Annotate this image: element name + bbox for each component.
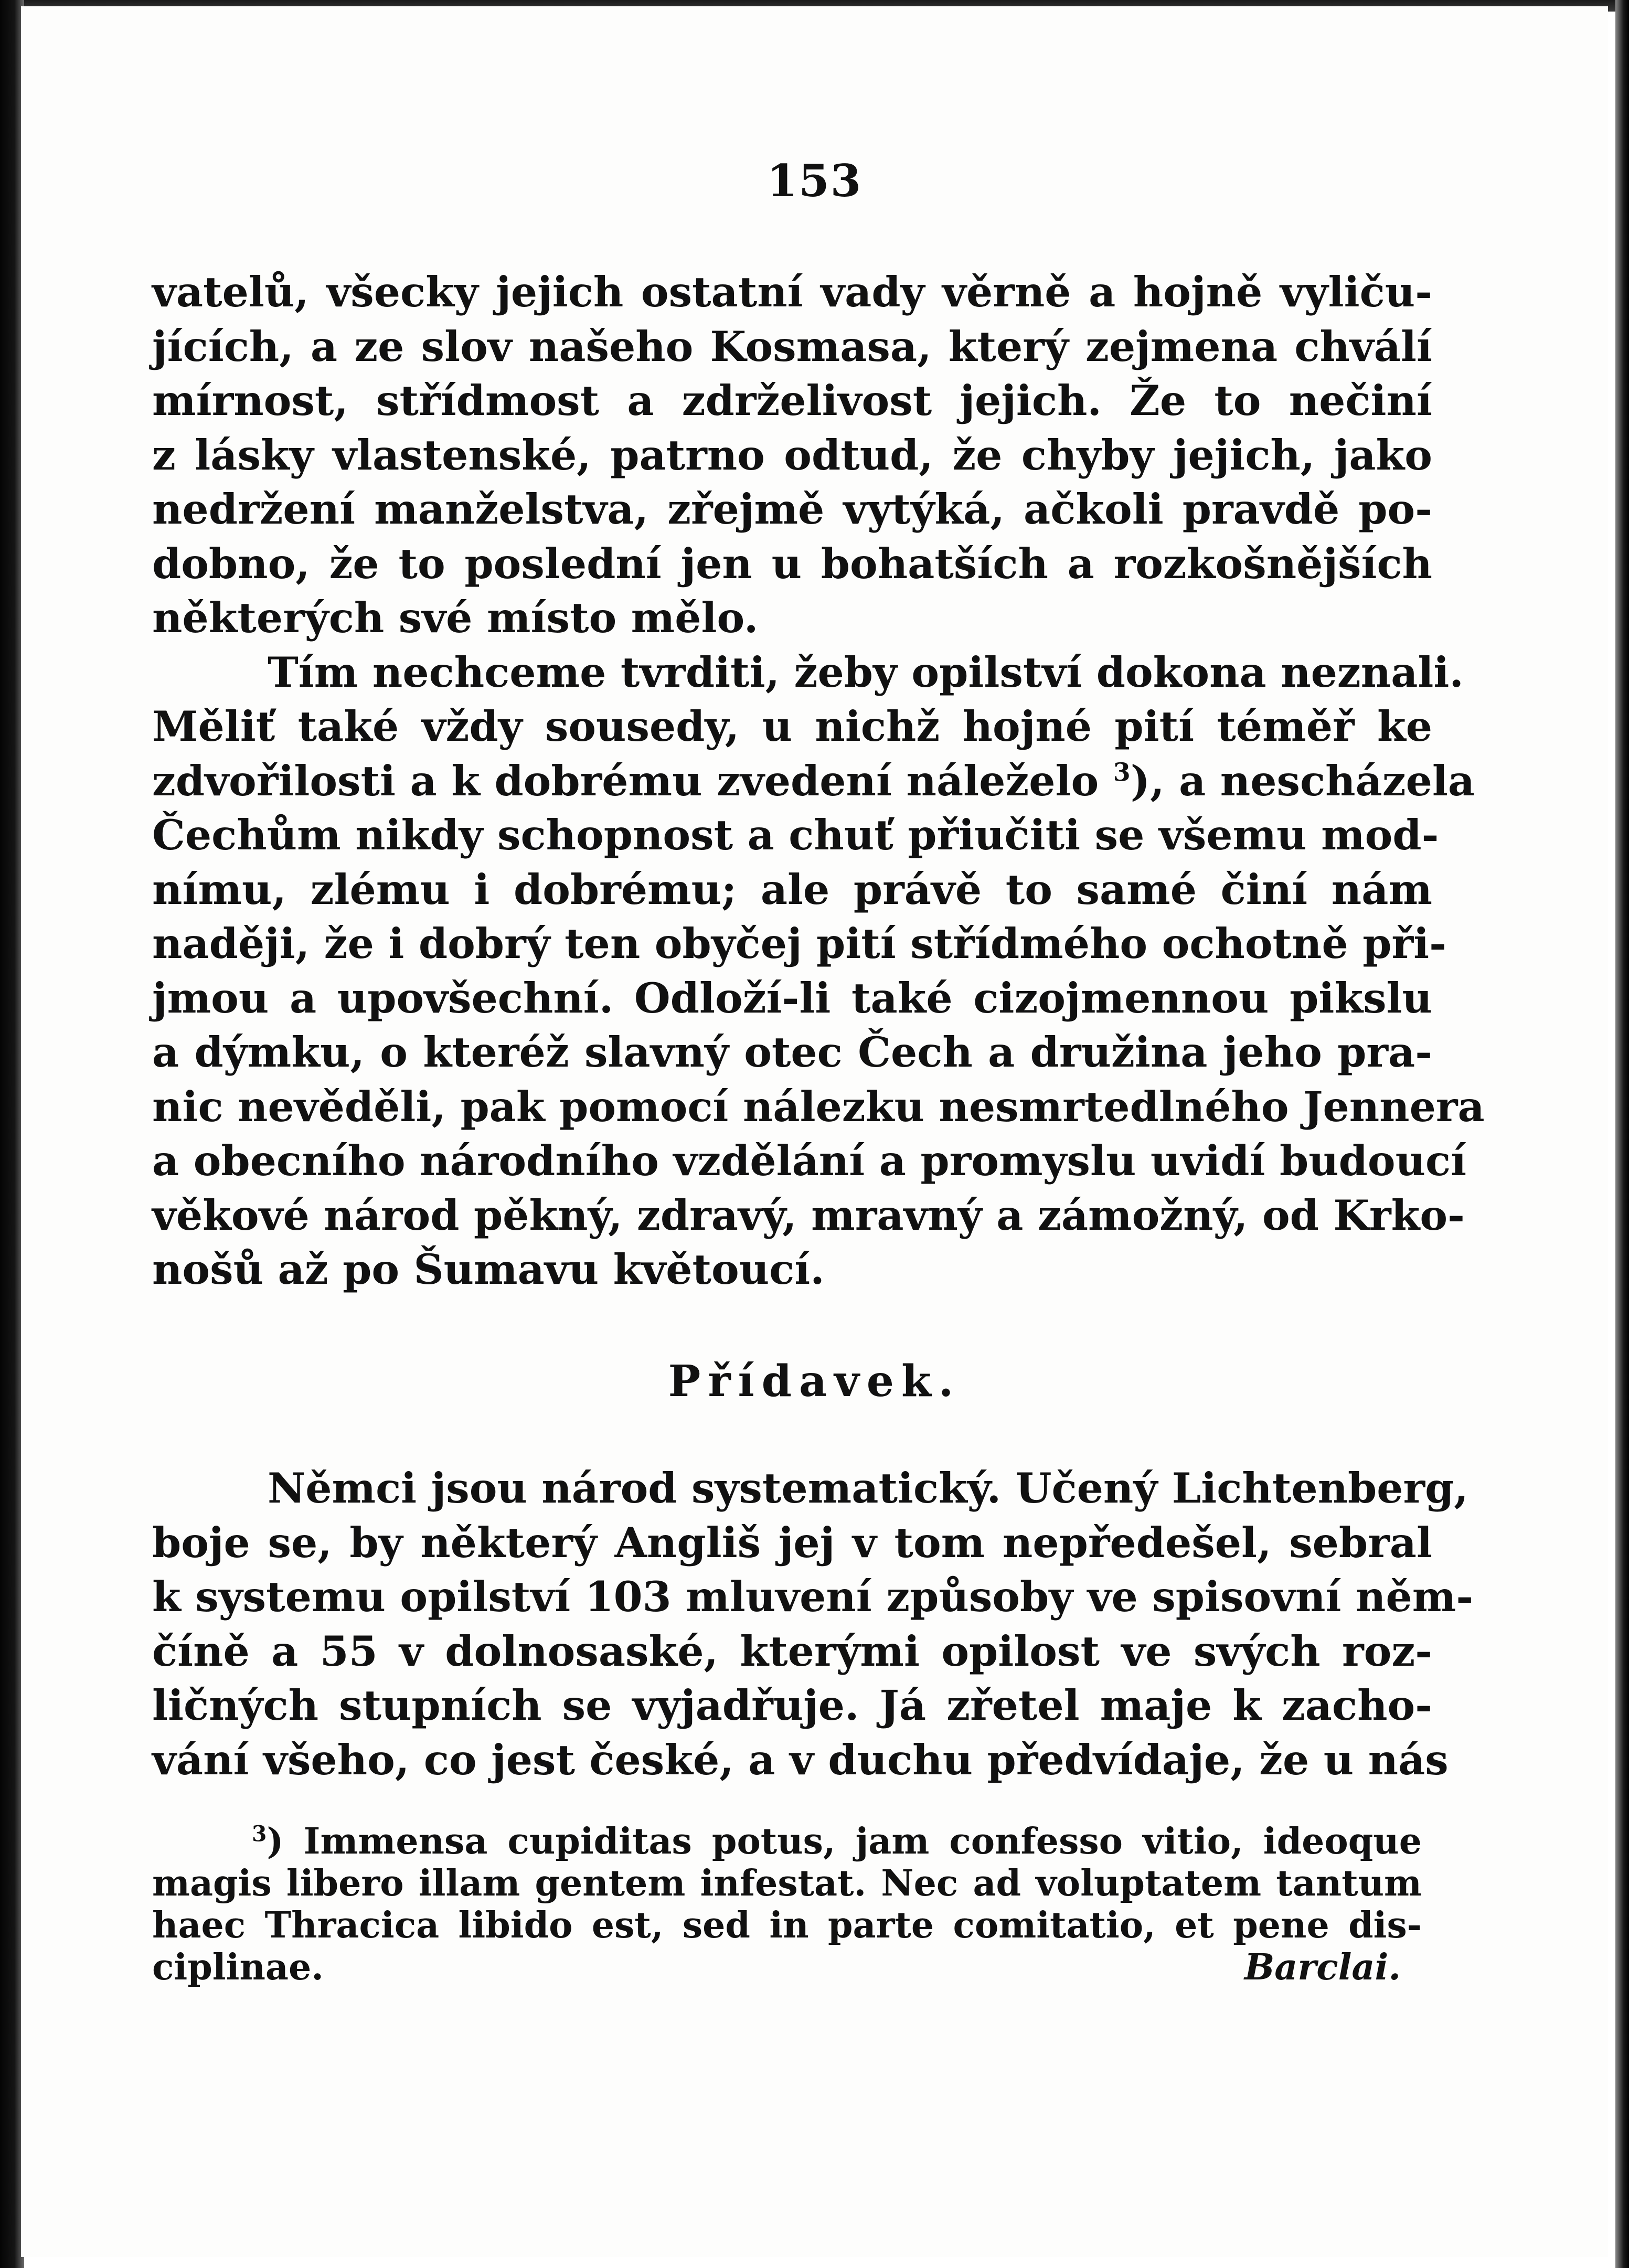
- text-line: z lásky vlastenské, patrno odtud, že chyby jejich, jako: [152, 430, 1432, 480]
- text-line: naději, že i dobrý ten obyčej pití střídmého ochotně při-: [152, 919, 1446, 968]
- text-line: Čechům nikdy schopnost a chuť přiučiti se všemu mod-: [152, 811, 1439, 859]
- text-line: mírnost, střídmost a zdrželivost jejich. Že to nečiní: [152, 376, 1432, 425]
- text-line: vatelů, všecky jejich ostatní vady věrně a hojně vyliču-: [152, 268, 1432, 316]
- text-line: a obecního národního vzdělání a promyslu uvidí budoucí: [152, 1136, 1467, 1185]
- footnote-line: magis libero illam gentem infestat. Nec ad voluptatem tantum: [152, 1862, 1422, 1904]
- text-fragment: zdvořilosti a k dobrému zvedení náleželo: [152, 756, 1113, 805]
- text-fragment: ciplinae.: [152, 1946, 324, 1988]
- text-line: ličných stupních se vyjadřuje. Já zřetel maje k zacho-: [152, 1681, 1432, 1730]
- text-fragment: ) Immensa cupiditas potus, jam confesso vitio, ideoque: [267, 1820, 1422, 1862]
- text-line: dobno, že to poslední jen u bohatších a rozkošnějších: [152, 539, 1432, 588]
- text-line: číně a 55 v dolnosaské, kterými opilost ve svých roz-: [152, 1626, 1432, 1676]
- text-line: nošů až po Šumavu květoucí.: [152, 1245, 825, 1294]
- text-line: vání všeho, co jest české, a v duchu předvídaje, že u nás: [152, 1735, 1449, 1784]
- footnote-line: haec Thracica libido est, sed in parte comitatio, et pene dis-: [152, 1904, 1422, 1946]
- text-line: a dýmku, o kteréž slavný otec Čech a družina jeho pra-: [152, 1028, 1432, 1077]
- text-line: jmou a upovšechní. Odloží-li také cizojmennou pikslu: [152, 973, 1432, 1023]
- text-line: boje se, by některý Angliš jej v tom nepředešel, sebral: [152, 1518, 1432, 1567]
- text-line: Němci jsou národ systematický. Učený Lichtenberg,: [268, 1464, 1468, 1513]
- text-line: nic nevěděli, pak pomocí nálezku nesmrtedlného Jennera: [152, 1082, 1485, 1131]
- text-line: k systemu opilství 103 mluvení způsoby ve spisovní něm-: [152, 1572, 1474, 1621]
- main-text-block: [152, 265, 1485, 1297]
- text-line: některých své místo mělo.: [152, 593, 759, 642]
- footnote-attribution: Barclai.: [1244, 1946, 1401, 1988]
- text-fragment: ), a nescházela: [1130, 756, 1475, 805]
- section-heading: Přídavek.: [668, 1356, 961, 1407]
- appendix-text-block: [152, 1461, 1474, 1787]
- scan-edge-right: [1615, 0, 1629, 2268]
- footnote-marker: 3: [252, 1821, 267, 1847]
- text-line: nedržení manželstva, zřejmě vytýká, ačkoli pravdě po-: [152, 485, 1432, 534]
- footnote-line: [152, 1946, 1422, 1988]
- text-line: Měliť také vždy sousedy, u nichž hojné pití téměř ke: [152, 702, 1432, 751]
- footnote-reference: 3: [1113, 758, 1131, 787]
- text-line: jících, a ze slov našeho Kosmasa, který zejmena chválí: [152, 322, 1432, 371]
- text-line: Tím nechceme tvrditi, žeby opilství dokona neznali.: [268, 647, 1464, 697]
- text-line: nímu, zlému i dobrému; ale právě to samé činí nám: [152, 865, 1432, 914]
- page-number: 153: [766, 155, 863, 207]
- text-line: věkové národ pěkný, zdravý, mravný a zámožný, od Krko-: [152, 1190, 1465, 1240]
- footnote-line: [152, 1820, 1422, 1862]
- text-line: [152, 754, 1475, 808]
- footnote-block: [152, 1820, 1422, 1988]
